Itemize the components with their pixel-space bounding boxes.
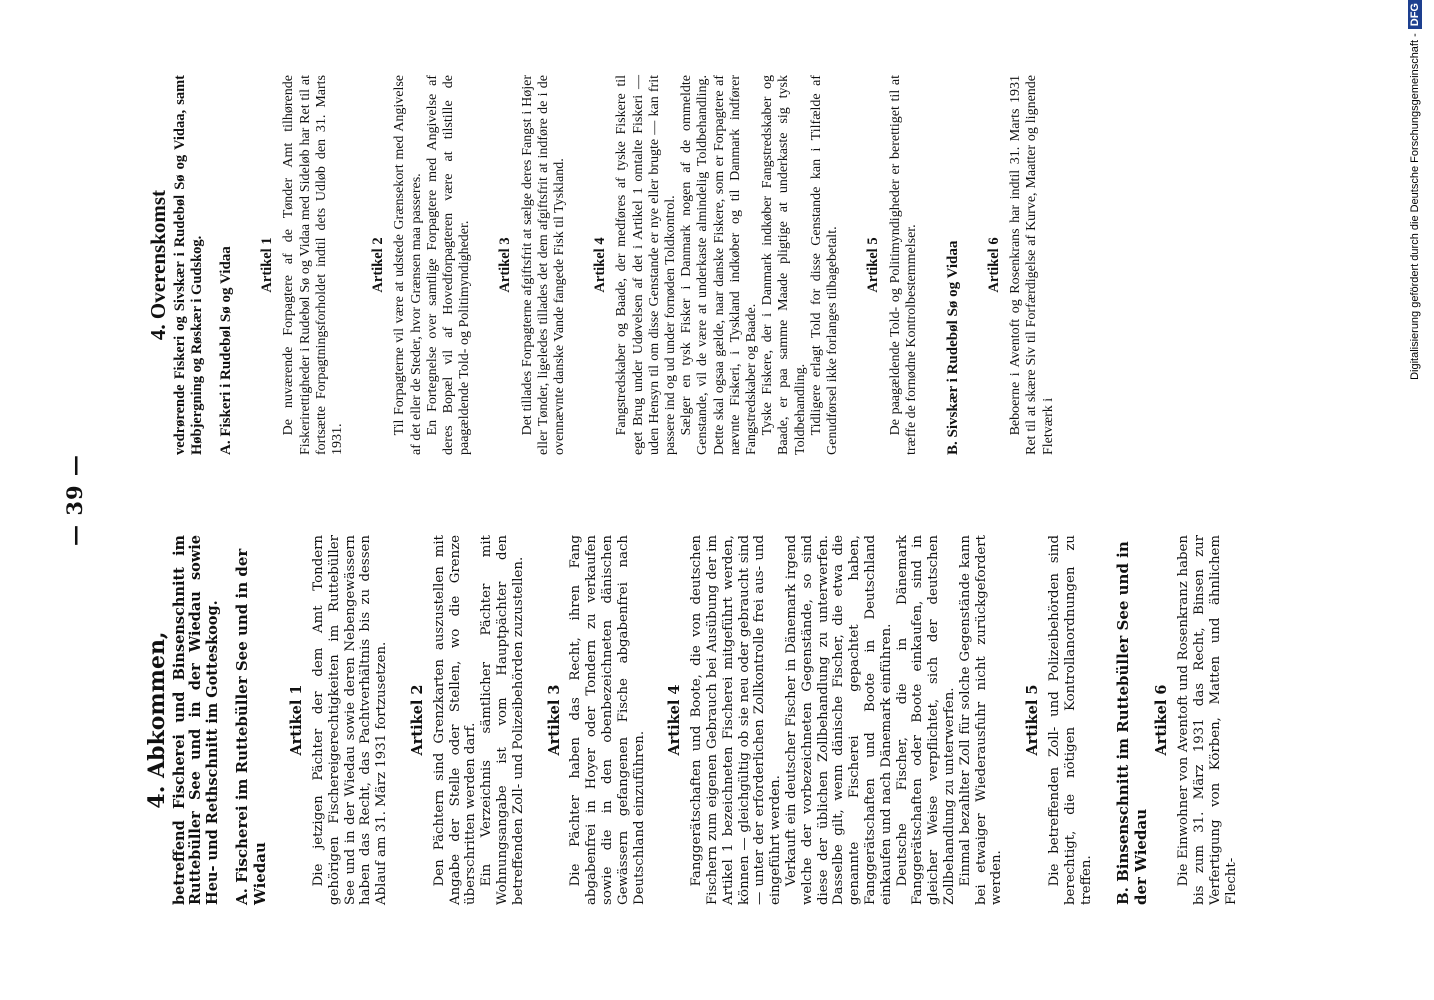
german-article-1-heading: Artikel 1 bbox=[288, 684, 306, 756]
german-article-4-text-2: Verkauft ein deutscher Fischer in Dänemark irgend welche der vorbezeichneten Gegenstände, so sind diese der üblichen Zollbehandlung zu unterwerfen. Dasselbe gilt, wenn dänische Fischer, die etwa die genannte Fischerei gepachtet haben, Fanggerätschaften und Boote in Deutschland einkaufen und nach Dänemark einführen. bbox=[784, 535, 894, 905]
danish-article-4-heading: Artikel 4 bbox=[592, 237, 609, 293]
danish-article-5-heading: Artikel 5 bbox=[865, 237, 882, 293]
german-article-4-heading: Artikel 4 bbox=[666, 684, 684, 756]
german-article-3-text: Die Pächter haben das Recht, ihren Fang abgabenfrei in Hoyer oder Tondern zu verkaufen sowie die in den obenbezeichneten dänischen Gewässern gefangenen Fische abgabenfrei nach Deutschland einzuführen. bbox=[568, 535, 647, 905]
german-article-2-heading: Artikel 2 bbox=[409, 684, 427, 756]
danish-article-6-text: Beboerne i Aventoft og Rosenkrans har indtil 31. Marts 1931 Ret til at skære Siv til Forfærdigelse af Kurve, Maatter og lignende Fletværk i bbox=[1008, 75, 1056, 455]
german-section-b-heading: B. Binsenschnitt im Ruttebüller See und in der Wiedau bbox=[1114, 541, 1151, 905]
german-article-2-text-2: Ein Verzeichnis sämtlicher Pächter mit Wohnungsangabe ist vom Hauptpächter den betreffenden Zoll- und Polizeibehörden zuzustellen. bbox=[479, 535, 526, 905]
danish-article-1-text: De nuværende Forpagtere af de Tønder Amt tilhørende Fiskerirettigheder i Rudebøl Sø og Vidaa med Sideløb har Ret til at fortsætte Forpagtningsforholdet indtil dets Udløb den 31. Marts 1931. bbox=[281, 75, 346, 455]
german-article-4-text-3: Deutsche Fischer, die in Dänemark Fanggerätschaften oder Boote einkaufen, sind in gleicher Weise verpflichtet, sich der deutschen Zollbehandlung zu unterwerfen. bbox=[894, 535, 957, 905]
danish-article-1-heading: Artikel 1 bbox=[259, 237, 276, 293]
danish-section-a-heading: A. Fiskeri i Rudebøl Sø og Vidaa bbox=[218, 246, 235, 455]
german-article-2-text-1: Den Pächtern sind Grenzkarten auszustellen mit Angabe der Stelle oder Stellen, wo die Grenze überschritten werden darf. bbox=[431, 535, 479, 905]
danish-article-5-text: De paagældende Told- og Politimyndigheder er berettiget til at træffe de fornødne Kontrolbestemmelser. bbox=[887, 75, 919, 455]
danish-section-b-heading: B. Sivskær i Rudebøl Sø og Vidaa bbox=[944, 240, 961, 455]
dfg-logo: DFG bbox=[1408, 0, 1422, 29]
dfg-credit-text: Digitalisierung gefördert durch die Deutsche Forschungsgemeinschaft - bbox=[1409, 33, 1421, 380]
german-title: 4. Abkommen, bbox=[144, 631, 170, 809]
page-number: — 39 — bbox=[62, 454, 87, 546]
german-article-6-text: Die Einwohner von Aventoft und Rosenkranz haben bis zum 31. März 1931 das Recht, Binsen zur Verfertigung von Körben, Matten und ähnlichem Flecht- bbox=[1176, 535, 1239, 905]
german-subtitle: betreffend Fischerei und Binsenschnitt im Ruttebüller See und in der Wiedau sowie Heu- und Rethschnitt im Gotteskoog. bbox=[170, 535, 221, 905]
danish-article-4-text-4: Tidligere erlagt Told for disse Genstande kan i Tilfælde af Genudførsel ikke forlanges tilbagebetalt. bbox=[808, 75, 841, 455]
danish-article-2-text-1: Til Forpagterne vil være at udstede Grænsekort med Angivelse af det eller de Steder, hvor Grænsen maa passeres. bbox=[392, 75, 424, 455]
danish-article-4-text-1: Fangstredskaber og Baade, der medføres af tyske Fiskere til eget Brug under Udøvelsen af det i Artikel 1 omtalte Fiskeri — uden Hensyn til om disse Genstande er nye eller brugte — kan frit passere ind og ud under fornøden Toldkontrol. bbox=[614, 75, 679, 455]
danish-article-3-heading: Artikel 3 bbox=[497, 237, 514, 293]
danish-subtitle: vedrørende Fiskeri og Sivskær i Rudebøl Sø og Vidaa, samt Høbjergning og Røskær i Gudskog. bbox=[172, 75, 205, 455]
german-article-5-heading: Artikel 5 bbox=[1024, 684, 1042, 756]
danish-article-2-text-2: En Fortegnelse over samtlige Forpagtere med Angivelse af deres Bopæl vil af Hovedforpagteren være at tilstille de paagældende Told- og Politimyndigheder. bbox=[424, 75, 473, 455]
german-article-3-heading: Artikel 3 bbox=[545, 684, 563, 756]
dfg-credit-line bbox=[1405, 0, 1425, 1000]
german-article-1-text: Die jetzigen Pächter der dem Amt Tondern gehörigen Fischereigerechtigkeiten im Ruttebüller See und in der Wiedau sowie deren Nebengewässern haben das Recht, das Pachtverhältnis bis zu dessen Ablauf am 31. März 1931 fortzusetzen. bbox=[311, 535, 390, 905]
danish-article-6-heading: Artikel 6 bbox=[985, 237, 1002, 293]
danish-column bbox=[146, 75, 1057, 455]
danish-article-4-text-2: Sælger en tysk Fisker i Danmark nogen af de ommeldte Genstande, vil de være at underkaste almindelig Toldbehandling. Dette skal ogsaa gælde, naar danske Fiskere, som er Forpagtere af nævnte Fiskeri, i Tyskland indkøber og til Danmark indfører Fangstredskaber og Baade. bbox=[679, 75, 760, 455]
danish-title: 4. Overenskomst bbox=[146, 189, 170, 341]
german-article-4-text-1: Fanggerätschaften und Boote, die von deutschen Fischern zum eigenen Gebrauch bei Ausübung der im Artikel 1 bezeichneten Fischerei mitgeführt werden, können — gleichgültig ob sie neu oder gebraucht sind — unter der erforderlichen Zollkontrolle frei aus- und eingeführt werden. bbox=[689, 535, 784, 905]
german-article-5-text: Die betreffenden Zoll- und Polizeibehörden sind berechtigt, die nötigen Kontrollanordnungen zu treffen. bbox=[1046, 535, 1094, 905]
danish-article-3-text: Det tillades Forpagterne afgiftsfrit at sælge deres Fangst i Højer eller Tønder, ligeledes tillades det dem afgiftsfrit at indføre de i de ovennævnte danske Vande fangede Fisk til Tyskland. bbox=[519, 75, 568, 455]
danish-article-4-text-3: Tyske Fiskere, der i Danmark indkøber Fangstredskaber og Baade, er paa samme Maade pligtige at underkaste sig tysk Toldbehandling. bbox=[760, 75, 808, 455]
german-article-4-text-4: Einmal bezahlter Zoll für solche Gegenstände kann bei etwaiger Wiederausfuhr nicht zurückgefordert werden. bbox=[957, 535, 1005, 905]
german-column bbox=[144, 535, 1239, 905]
danish-article-2-heading: Artikel 2 bbox=[370, 237, 387, 293]
german-article-6-heading: Artikel 6 bbox=[1153, 684, 1171, 756]
german-section-a-heading: A. Fischerei im Ruttebüller See und in der Wiedau bbox=[233, 548, 270, 905]
